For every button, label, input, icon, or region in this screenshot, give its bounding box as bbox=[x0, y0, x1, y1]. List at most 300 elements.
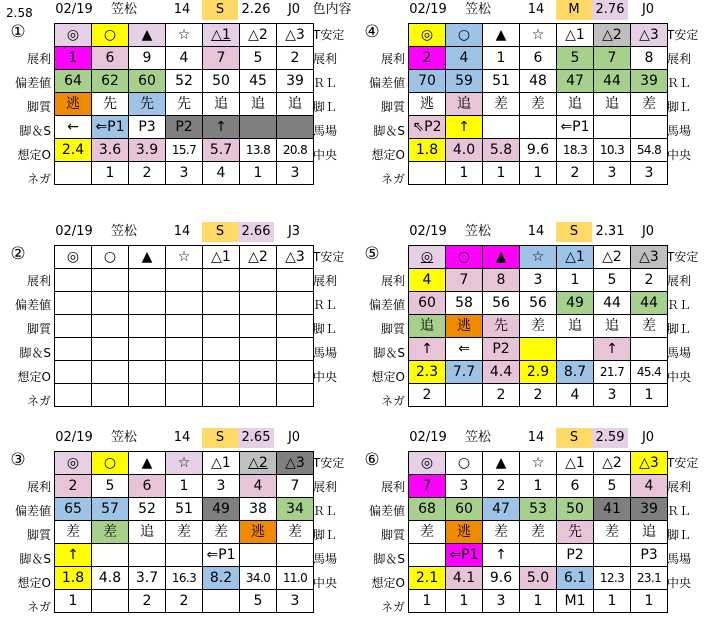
grid-cell: 2 bbox=[483, 384, 520, 407]
grid-cell bbox=[277, 292, 314, 315]
row-label-right: T安定 bbox=[313, 28, 345, 42]
header-date: 02/19 bbox=[55, 430, 93, 445]
grid-cell: 1 bbox=[520, 590, 557, 613]
row-label-right: 展利 bbox=[313, 480, 338, 494]
grid-cell: △1 bbox=[203, 452, 240, 475]
panel-number: ⑤ bbox=[364, 244, 380, 264]
row-label-right: 中央 bbox=[667, 576, 692, 590]
grid-cell: 逃 bbox=[446, 521, 483, 544]
grid-cell: 1 bbox=[557, 269, 594, 292]
grid-cell: 6 bbox=[129, 475, 166, 498]
row-label-right: 中央 bbox=[667, 148, 692, 162]
grid-cell: 23.1 bbox=[631, 567, 668, 590]
grid-cell: 1 bbox=[631, 384, 668, 407]
grid-cell: 差 bbox=[483, 93, 520, 116]
grid-cell: 追 bbox=[240, 93, 277, 116]
grid-cell: ◎ bbox=[409, 24, 446, 47]
row-label-left: 脚＆S bbox=[19, 552, 51, 566]
grid-cell: 1 bbox=[483, 47, 520, 70]
grid-cell bbox=[203, 292, 240, 315]
grid-cell: 差 bbox=[55, 521, 92, 544]
grid-cell: 差 bbox=[409, 521, 446, 544]
grid-cell bbox=[92, 315, 129, 338]
row-label-right bbox=[310, 389, 350, 413]
panel-6 bbox=[354, 428, 702, 628]
grid-cell: 62 bbox=[92, 70, 129, 93]
grid-cell bbox=[277, 544, 314, 567]
grid-cell: 1 bbox=[240, 162, 277, 185]
grid-cell: 3 bbox=[483, 590, 520, 613]
grid-cell: ▲ bbox=[483, 452, 520, 475]
panel-1 bbox=[0, 0, 352, 200]
row-label-left: 偏差値 bbox=[368, 504, 405, 518]
grid-cell: 56 bbox=[520, 292, 557, 315]
grid-cell: △3 bbox=[277, 24, 314, 47]
grid-cell: 44 bbox=[594, 292, 631, 315]
grid-cell bbox=[92, 361, 129, 384]
panel-5 bbox=[354, 222, 702, 422]
grid-cell: P2 bbox=[557, 544, 594, 567]
grid-cell: 12.3 bbox=[594, 567, 631, 590]
grid-cell: 差 bbox=[166, 521, 203, 544]
row-label-left: 想定O bbox=[371, 370, 405, 384]
row-label-right: 馬場 bbox=[667, 124, 692, 138]
prediction-grid bbox=[408, 245, 668, 407]
prediction-grid bbox=[408, 23, 668, 185]
grid-cell: 4.1 bbox=[446, 567, 483, 590]
grid-cell: 13.8 bbox=[240, 139, 277, 162]
grid-row bbox=[55, 162, 314, 185]
grid-cell bbox=[55, 269, 92, 292]
grid-cell: ○ bbox=[446, 246, 483, 269]
grid-cell: 2 bbox=[409, 384, 446, 407]
grid-cell: 4 bbox=[409, 269, 446, 292]
row-label-right: T安定 bbox=[313, 456, 345, 470]
grid-cell: 8.2 bbox=[203, 567, 240, 590]
header-race: 14 bbox=[527, 224, 545, 239]
grid-row bbox=[409, 93, 668, 116]
header-venue: 笠松 bbox=[464, 430, 491, 445]
grid-cell: 1 bbox=[55, 590, 92, 613]
grid-cell: 差 bbox=[203, 521, 240, 544]
header-extra bbox=[312, 428, 352, 448]
grid-row bbox=[55, 384, 314, 407]
row-label-right: ＲＬ bbox=[667, 298, 692, 312]
grid-cell: 45.4 bbox=[631, 361, 668, 384]
grid-cell bbox=[129, 361, 166, 384]
grid-cell: 差 bbox=[277, 521, 314, 544]
row-label-left: 脚質 bbox=[26, 528, 51, 542]
grid-row bbox=[409, 292, 668, 315]
row-label-left bbox=[354, 23, 408, 47]
grid-cell bbox=[166, 292, 203, 315]
header-value: 2.59 bbox=[592, 428, 628, 448]
grid-cell: 8 bbox=[483, 269, 520, 292]
grid-cell bbox=[129, 269, 166, 292]
grid-cell: 1.8 bbox=[409, 139, 446, 162]
grid-cell: ▲ bbox=[483, 246, 520, 269]
grid-cell: 逃 bbox=[55, 93, 92, 116]
grid-cell: 追 bbox=[557, 93, 594, 116]
grid-cell: ◎ bbox=[55, 24, 92, 47]
grid-cell: 3 bbox=[520, 269, 557, 292]
grid-cell: 追 bbox=[129, 521, 166, 544]
grid-row bbox=[409, 361, 668, 384]
row-label-right: 馬場 bbox=[667, 346, 692, 360]
grid-cell: ↑ bbox=[55, 544, 92, 567]
header-date: 02/19 bbox=[409, 430, 447, 445]
panel-2 bbox=[0, 222, 348, 422]
grid-cell: 2.1 bbox=[409, 567, 446, 590]
grid-cell bbox=[631, 338, 668, 361]
grid-cell: 39 bbox=[277, 70, 314, 93]
grid-cell: 15.7 bbox=[166, 139, 203, 162]
grid-row bbox=[409, 521, 668, 544]
grid-cell: △1 bbox=[203, 246, 240, 269]
row-label-right: 脚Ｌ bbox=[313, 528, 338, 542]
row-label-right: ＲＬ bbox=[313, 504, 338, 518]
header-grade: S bbox=[556, 222, 592, 242]
row-label-left: 展利 bbox=[26, 274, 51, 288]
grid-cell: P2 bbox=[166, 116, 203, 139]
grid-cell: 49 bbox=[203, 498, 240, 521]
grid-cell: 先 bbox=[483, 315, 520, 338]
grid-row bbox=[409, 47, 668, 70]
row-label-right: 展利 bbox=[667, 52, 692, 66]
grid-cell: 8.7 bbox=[557, 361, 594, 384]
grid-row bbox=[55, 269, 314, 292]
row-label-left: 脚＆S bbox=[19, 346, 51, 360]
row-label-left: 脚質 bbox=[26, 100, 51, 114]
row-label-right: 展利 bbox=[667, 274, 692, 288]
row-label-left: 想定O bbox=[17, 370, 51, 384]
grid-row bbox=[55, 452, 314, 475]
header-date: 02/19 bbox=[409, 2, 447, 17]
row-label-left: 偏差値 bbox=[14, 298, 51, 312]
grid-cell: 57 bbox=[92, 498, 129, 521]
grid-cell: 6 bbox=[92, 47, 129, 70]
grid-cell bbox=[203, 338, 240, 361]
grid-cell: 64 bbox=[55, 70, 92, 93]
grid-row bbox=[55, 246, 314, 269]
row-label-right: 脚Ｌ bbox=[667, 100, 692, 114]
grid-cell: 逃 bbox=[446, 315, 483, 338]
grid-cell: ◎ bbox=[55, 246, 92, 269]
grid-cell: 4 bbox=[446, 47, 483, 70]
grid-row bbox=[409, 24, 668, 47]
grid-cell: 60 bbox=[129, 70, 166, 93]
grid-cell: 39 bbox=[631, 498, 668, 521]
row-label-left: 展利 bbox=[26, 480, 51, 494]
grid-cell: 54.8 bbox=[631, 139, 668, 162]
grid-cell: ☆ bbox=[520, 452, 557, 475]
grid-cell: 1 bbox=[520, 162, 557, 185]
grid-cell: 2 bbox=[55, 475, 92, 498]
grid-cell: 4 bbox=[166, 47, 203, 70]
grid-cell bbox=[240, 338, 277, 361]
row-label-left bbox=[0, 245, 54, 269]
grid-cell bbox=[277, 116, 314, 139]
grid-cell bbox=[277, 269, 314, 292]
grid-row bbox=[55, 139, 314, 162]
grid-cell: 2 bbox=[129, 590, 166, 613]
header-jv: J0 bbox=[641, 2, 655, 17]
grid-cell: △3 bbox=[277, 452, 314, 475]
grid-row bbox=[409, 567, 668, 590]
grid-cell: 1 bbox=[520, 475, 557, 498]
grid-cell: ☆ bbox=[166, 24, 203, 47]
grid-cell: 1 bbox=[483, 162, 520, 185]
row-label-right: 脚Ｌ bbox=[313, 322, 338, 336]
row-label-left: 偏差値 bbox=[14, 504, 51, 518]
grid-cell: 7.7 bbox=[446, 361, 483, 384]
grid-cell: 3 bbox=[594, 384, 631, 407]
grid-cell: 2.4 bbox=[55, 139, 92, 162]
grid-cell bbox=[557, 338, 594, 361]
grid-cell: 59 bbox=[446, 70, 483, 93]
panel-number: ⑥ bbox=[364, 450, 380, 470]
header-jv: J0 bbox=[641, 430, 655, 445]
grid-cell: 4.0 bbox=[446, 139, 483, 162]
row-label-left: 脚＆S bbox=[373, 346, 405, 360]
grid-cell bbox=[240, 544, 277, 567]
grid-cell: 5 bbox=[240, 47, 277, 70]
header-grade: S bbox=[202, 428, 238, 448]
grid-cell: 3.9 bbox=[129, 139, 166, 162]
grid-row bbox=[409, 338, 668, 361]
grid-cell: △1 bbox=[557, 246, 594, 269]
grid-cell bbox=[520, 338, 557, 361]
grid-cell: 追 bbox=[631, 521, 668, 544]
grid-cell: ⇐P1 bbox=[92, 116, 129, 139]
grid-cell: 差 bbox=[631, 315, 668, 338]
grid-cell: ▲ bbox=[129, 24, 166, 47]
row-label-right bbox=[664, 167, 704, 191]
grid-cell: 18.3 bbox=[557, 139, 594, 162]
grid-row bbox=[409, 116, 668, 139]
panel-number: ③ bbox=[10, 450, 26, 470]
grid-cell: ⇐P1 bbox=[557, 116, 594, 139]
grid-cell: 2 bbox=[277, 47, 314, 70]
grid-cell bbox=[594, 544, 631, 567]
grid-cell: ◎ bbox=[55, 452, 92, 475]
header-race: 14 bbox=[173, 2, 191, 17]
header-extra bbox=[666, 428, 706, 448]
header-venue: 笠松 bbox=[464, 2, 491, 17]
grid-cell: 6.1 bbox=[557, 567, 594, 590]
row-label-right: T安定 bbox=[313, 250, 345, 264]
grid-cell: ○ bbox=[92, 24, 129, 47]
grid-cell bbox=[55, 338, 92, 361]
grid-cell: 45 bbox=[240, 70, 277, 93]
grid-row bbox=[55, 93, 314, 116]
grid-cell: ▲ bbox=[129, 246, 166, 269]
row-label-left: ネガ bbox=[380, 600, 405, 614]
row-label-left: 偏差値 bbox=[14, 76, 51, 90]
row-label-left: 脚質 bbox=[380, 528, 405, 542]
row-label-left: 脚質 bbox=[26, 322, 51, 336]
grid-cell bbox=[594, 116, 631, 139]
grid-cell: 34 bbox=[277, 498, 314, 521]
grid-cell: 3 bbox=[277, 162, 314, 185]
header-venue: 笠松 bbox=[110, 2, 137, 17]
grid-cell bbox=[240, 269, 277, 292]
grid-cell: 3 bbox=[277, 590, 314, 613]
grid-cell bbox=[92, 384, 129, 407]
row-label-right: 馬場 bbox=[313, 346, 338, 360]
row-label-left bbox=[354, 451, 408, 475]
grid-cell: ○ bbox=[446, 24, 483, 47]
grid-row bbox=[409, 269, 668, 292]
row-label-right: 脚Ｌ bbox=[667, 528, 692, 542]
grid-cell: 2 bbox=[631, 269, 668, 292]
grid-cell: 3.6 bbox=[92, 139, 129, 162]
grid-cell: 49 bbox=[557, 292, 594, 315]
header-jv: J0 bbox=[287, 430, 301, 445]
grid-row bbox=[409, 315, 668, 338]
row-label-right: ＲＬ bbox=[313, 76, 338, 90]
grid-cell: 3 bbox=[446, 475, 483, 498]
grid-cell: 5 bbox=[240, 590, 277, 613]
grid-cell bbox=[203, 269, 240, 292]
grid-cell bbox=[240, 315, 277, 338]
grid-cell: 追 bbox=[277, 93, 314, 116]
grid-cell: 6 bbox=[520, 47, 557, 70]
grid-row bbox=[55, 47, 314, 70]
header-extra bbox=[666, 222, 706, 242]
header-date: 02/19 bbox=[409, 224, 447, 239]
grid-cell: 7 bbox=[409, 475, 446, 498]
row-label-right: T安定 bbox=[667, 456, 699, 470]
grid-cell: 51 bbox=[483, 70, 520, 93]
grid-cell: △1 bbox=[203, 24, 240, 47]
grid-cell: 4 bbox=[631, 475, 668, 498]
row-label-right: T安定 bbox=[667, 28, 699, 42]
grid-cell: 9.6 bbox=[520, 139, 557, 162]
grid-cell bbox=[92, 590, 129, 613]
grid-cell: 47 bbox=[557, 70, 594, 93]
panel-3 bbox=[0, 428, 348, 628]
row-label-left: 展利 bbox=[380, 274, 405, 288]
grid-cell: 先 bbox=[166, 93, 203, 116]
grid-cell: 先 bbox=[92, 93, 129, 116]
header-extra bbox=[666, 0, 706, 20]
grid-cell: 8 bbox=[631, 47, 668, 70]
row-label-right bbox=[664, 389, 704, 413]
header-extra: 色内容 bbox=[312, 2, 352, 17]
grid-cell bbox=[55, 361, 92, 384]
grid-cell bbox=[129, 338, 166, 361]
grid-cell: 7 bbox=[446, 269, 483, 292]
row-label-right bbox=[310, 595, 350, 619]
panel-4 bbox=[354, 0, 702, 200]
grid-cell: 5 bbox=[594, 475, 631, 498]
grid-cell: 4 bbox=[203, 162, 240, 185]
grid-cell: △2 bbox=[594, 246, 631, 269]
grid-cell bbox=[129, 384, 166, 407]
row-label-left: 展利 bbox=[26, 52, 51, 66]
grid-cell: 70 bbox=[409, 70, 446, 93]
grid-cell: △3 bbox=[277, 246, 314, 269]
grid-cell: 9.6 bbox=[483, 567, 520, 590]
grid-cell: ↑ bbox=[594, 338, 631, 361]
row-label-right: 展利 bbox=[313, 52, 338, 66]
grid-cell: 追 bbox=[203, 93, 240, 116]
header-grade: S bbox=[556, 428, 592, 448]
header-date: 02/19 bbox=[55, 2, 93, 17]
grid-cell: 4.8 bbox=[92, 567, 129, 590]
grid-cell bbox=[240, 361, 277, 384]
row-label-left: ネガ bbox=[380, 394, 405, 408]
grid-cell: ○ bbox=[92, 452, 129, 475]
grid-cell: 53 bbox=[520, 498, 557, 521]
grid-cell: △1 bbox=[557, 24, 594, 47]
row-label-left: 展利 bbox=[380, 480, 405, 494]
row-label-left: 脚＆S bbox=[19, 124, 51, 138]
row-label-right: ＲＬ bbox=[313, 298, 338, 312]
grid-cell: 差 bbox=[594, 521, 631, 544]
grid-cell: ○ bbox=[446, 452, 483, 475]
grid-cell: 6 bbox=[557, 475, 594, 498]
header-race: 14 bbox=[527, 430, 545, 445]
header-venue: 笠松 bbox=[464, 224, 491, 239]
grid-cell: 差 bbox=[483, 521, 520, 544]
grid-cell: ◎ bbox=[409, 452, 446, 475]
grid-cell: 2.9 bbox=[520, 361, 557, 384]
grid-cell bbox=[409, 544, 446, 567]
grid-cell: △1 bbox=[557, 452, 594, 475]
row-label-left bbox=[0, 451, 54, 475]
row-label-right: T安定 bbox=[667, 250, 699, 264]
header-jv: J3 bbox=[287, 224, 301, 239]
grid-cell: 追 bbox=[594, 315, 631, 338]
grid-cell: 1 bbox=[446, 590, 483, 613]
row-label-left: 想定O bbox=[17, 148, 51, 162]
grid-cell: 2.3 bbox=[409, 361, 446, 384]
grid-cell: 52 bbox=[129, 498, 166, 521]
header-grade: S bbox=[202, 0, 238, 20]
grid-row bbox=[55, 544, 314, 567]
grid-cell bbox=[240, 384, 277, 407]
grid-cell: 1 bbox=[166, 475, 203, 498]
grid-cell: 4 bbox=[240, 475, 277, 498]
grid-cell: ☆ bbox=[166, 452, 203, 475]
row-label-left: ネガ bbox=[380, 172, 405, 186]
grid-cell bbox=[55, 315, 92, 338]
grid-cell: △3 bbox=[631, 452, 668, 475]
grid-cell: △3 bbox=[631, 24, 668, 47]
grid-cell: ⇐ bbox=[446, 338, 483, 361]
grid-row bbox=[55, 590, 314, 613]
grid-cell: △3 bbox=[631, 246, 668, 269]
grid-cell bbox=[277, 315, 314, 338]
grid-cell bbox=[166, 361, 203, 384]
grid-cell bbox=[55, 384, 92, 407]
grid-cell: 4.4 bbox=[483, 361, 520, 384]
header-jv: J0 bbox=[641, 224, 655, 239]
grid-row bbox=[409, 475, 668, 498]
header-value: 2.26 bbox=[241, 2, 271, 17]
grid-cell: 2 bbox=[409, 47, 446, 70]
row-label-right: 馬場 bbox=[313, 552, 338, 566]
grid-cell: 16.3 bbox=[166, 567, 203, 590]
grid-cell bbox=[55, 292, 92, 315]
grid-row bbox=[55, 338, 314, 361]
grid-cell: 65 bbox=[55, 498, 92, 521]
grid-cell: 1 bbox=[55, 47, 92, 70]
header-date: 02/19 bbox=[55, 224, 93, 239]
grid-row bbox=[55, 475, 314, 498]
